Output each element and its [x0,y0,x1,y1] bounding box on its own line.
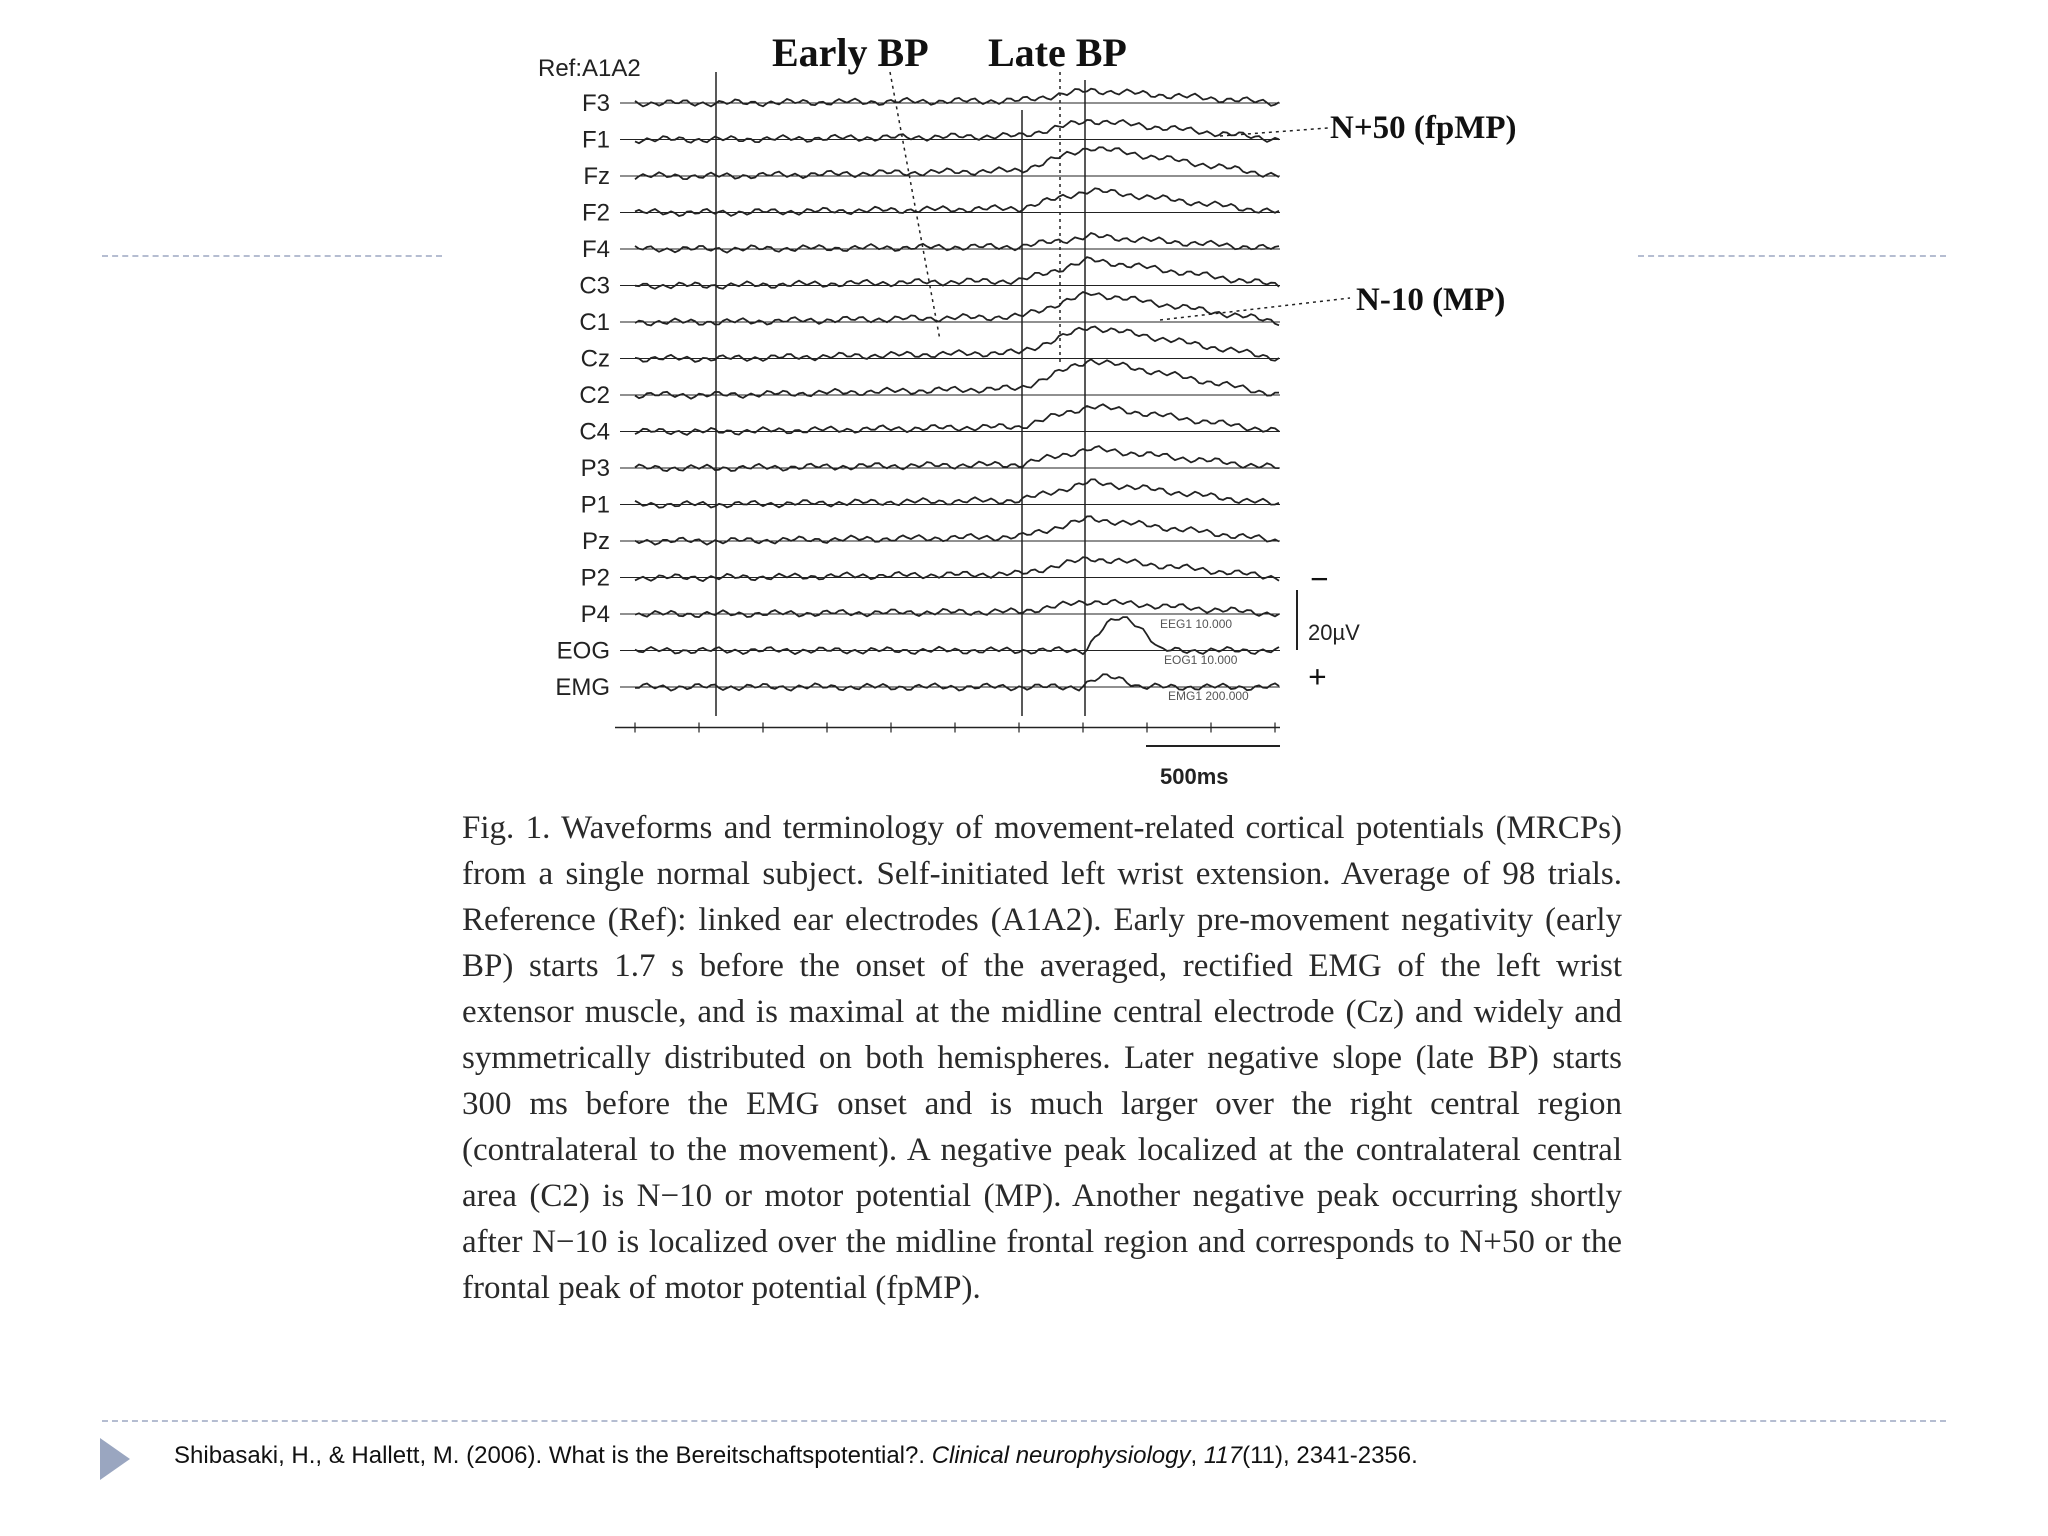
n50-pointer [1220,128,1328,136]
channel-waveform [635,359,1279,398]
channel-label: P3 [580,455,610,482]
bullet-arrow-icon [100,1438,130,1480]
eeg-waveform-plot [520,10,1640,790]
channel-label: EOG [556,637,610,665]
citation-sep: , [1190,1442,1204,1469]
scale-minus-sign: − [1310,562,1329,598]
channel-label: C2 [579,382,610,409]
channel-label: F2 [581,199,610,227]
channel-label: P4 [580,601,610,628]
early-bp-pointer [890,72,940,340]
channel-label: P2 [580,564,610,592]
divider-left [102,255,442,257]
late-bp-label: Late BP [988,30,1127,75]
channel-waveform [635,147,1279,179]
scale-time-label: 500ms [1160,764,1229,789]
waveform-traces [555,72,1350,746]
channel-label: C3 [579,272,610,300]
channel-label: F3 [581,90,610,117]
channel-label: Cz [580,345,610,373]
gain-label: EMG1 200.000 [1168,689,1249,703]
channel-label: EMG [555,674,610,701]
divider-right [1638,255,1946,257]
channel-waveform [635,516,1279,544]
channel-waveform [635,292,1279,325]
scale-amplitude-label: 20µV [1308,620,1360,645]
channel-label: P1 [580,491,610,519]
divider-bottom [102,1420,1946,1422]
scale-plus-sign: + [1308,660,1327,696]
channel-label: Fz [583,163,610,190]
channel-label: F1 [581,126,610,154]
channel-waveform [635,89,1279,107]
channel-waveform [635,404,1279,435]
gain-label: EOG1 10.000 [1164,653,1238,667]
early-bp-label: Early BP [772,30,929,75]
channel-label: C4 [579,418,610,446]
eeg-figure [520,10,1640,790]
channel-waveform [635,257,1279,289]
citation-journal: Clinical neurophysiology [931,1442,1191,1469]
citation-volume: 117 [1203,1442,1243,1469]
channel-waveform [635,233,1279,253]
n50-label: N+50 (fpMP) [1330,110,1517,146]
channel-label: C1 [579,309,610,336]
channel-waveform [635,327,1279,362]
channel-waveform [635,446,1279,471]
n10-label: N-10 (MP) [1356,282,1506,318]
figure-caption: Fig. 1. Waveforms and terminology of movement-related cortical potentials (MRCPs) from a single normal subject. Self-initiated left wrist extension. Average of 98 trials. Reference (Ref): linked ear electrodes (A1A2). Early pre-movement negativity (early BP) starts 1.7 s before the onset of the averaged, rectified EMG of the left wrist extensor muscle, and is maximal at the midline central electrode (Cz) and widely and symmetrically distributed on both hemispheres. Later negative slope (late BP) starts 300 ms before the EMG onset and is much larger over the right central region (contralateral to the movement). A negative peak localized at the contralateral central area (C2) is N−10 or motor potential (MP). Another negative peak occurring shortly after N−10 is localized over the midline frontal region and corresponds to N+50 or the frontal peak of motor potential (fpMP). [462,810,1622,1306]
citation-authors: Shibasaki, H., & Hallett, M. (2006). What is the Bereitschaftspotential?. [174,1442,932,1469]
channel-label: Pz [581,528,610,555]
channel-waveform [635,479,1279,507]
gain-label: EEG1 10.000 [1160,617,1233,631]
ref-label: Ref:A1A2 [538,55,641,82]
citation-issue-pages: (11), 2341-2356. [1242,1442,1418,1469]
channel-waveform [635,188,1279,216]
citation [174,1442,1418,1470]
channel-label: F4 [581,236,610,263]
